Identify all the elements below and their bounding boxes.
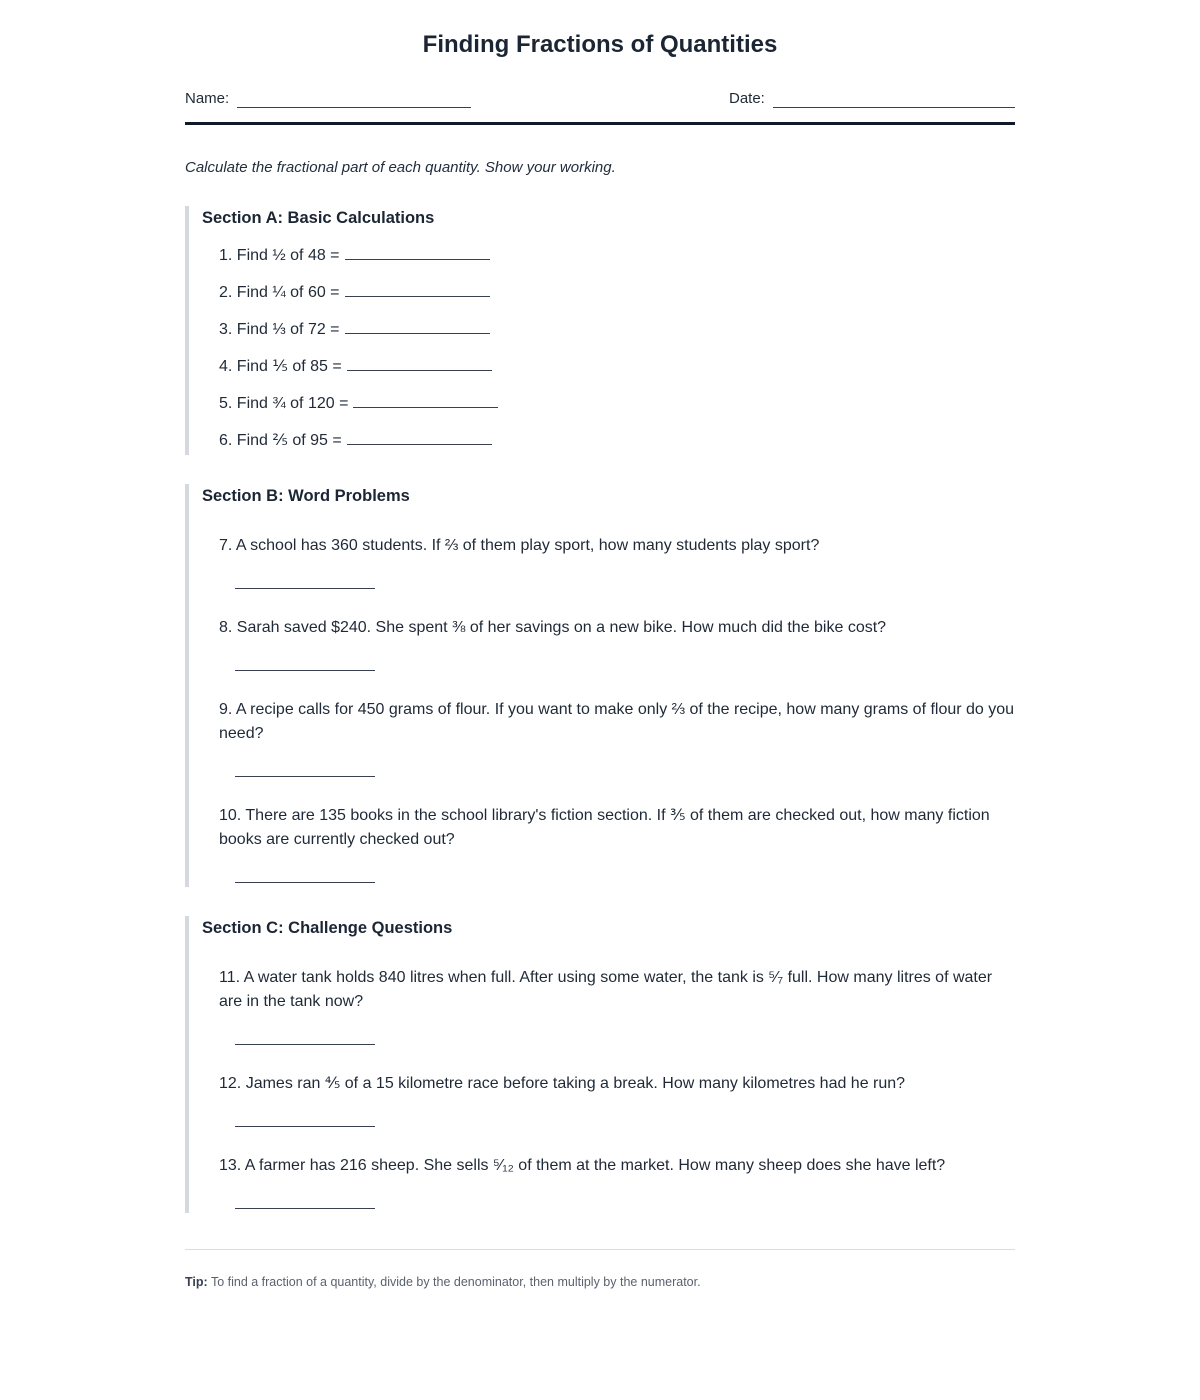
question-item	[219, 430, 1015, 451]
answer-blank	[235, 776, 375, 777]
question-item	[219, 393, 1015, 414]
section-a	[185, 206, 1015, 455]
footer-divider	[185, 1249, 1015, 1250]
question-text: 5. Find ¾ of 120 =	[219, 395, 349, 412]
tip-body: To find a fraction of a quantity, divide by the denominator, then multiply by the numerator.	[210, 1275, 701, 1289]
answer-blank	[235, 670, 375, 671]
date-field-group	[729, 90, 1015, 108]
answer-blank	[235, 882, 375, 883]
question-item: 9. A recipe calls for 450 grams of flour. If you want to make only ⅔ of the recipe, how many grams of flour do you need?	[219, 701, 1015, 742]
section-c	[185, 916, 1015, 1213]
answer-blank	[345, 245, 490, 260]
answer-blank	[235, 588, 375, 589]
question-item	[219, 245, 1015, 266]
answer-blank	[347, 356, 492, 371]
instructions-text: Calculate the fractional part of each quantity. Show your working.	[185, 159, 616, 176]
question-item: 13. A farmer has 216 sheep. She sells ⁵⁄₁₂ of them at the market. How many sheep does she have left?	[219, 1157, 946, 1174]
name-label: Name:	[185, 90, 230, 107]
answer-blank	[235, 1126, 375, 1127]
sections-container	[185, 206, 1015, 1213]
name-field-group	[185, 90, 471, 108]
worksheet-page	[185, 0, 1015, 1290]
answer-blank	[353, 393, 498, 408]
question-item	[219, 356, 1015, 377]
section-heading: Section C: Challenge Questions	[202, 919, 453, 937]
question-text: 2. Find ¼ of 60 =	[219, 284, 340, 301]
question-item: 11. A water tank holds 840 litres when full. After using some water, the tank is ⁵⁄₇ full. How many litres of water are in the tank now?	[219, 969, 993, 1010]
tip-label: Tip:	[185, 1275, 208, 1289]
question-text: 4. Find ⅕ of 85 =	[219, 358, 342, 375]
tip-text	[185, 1274, 1015, 1290]
answer-blank	[347, 430, 492, 445]
answer-blank	[235, 1044, 375, 1045]
question-text: 1. Find ½ of 48 =	[219, 247, 340, 264]
answer-blank	[345, 282, 490, 297]
question-item	[219, 319, 1015, 340]
date-blank-line	[773, 92, 1015, 108]
section-b	[185, 484, 1015, 887]
question-text: 3. Find ⅓ of 72 =	[219, 321, 340, 338]
answer-blank	[345, 319, 490, 334]
header-rule	[185, 122, 1015, 125]
section-heading: Section B: Word Problems	[202, 487, 410, 505]
section-heading: Section A: Basic Calculations	[202, 209, 435, 227]
question-item: 7. A school has 360 students. If ⅔ of them play sport, how many students play sport?	[219, 537, 820, 554]
question-text: 6. Find ⅖ of 95 =	[219, 432, 342, 449]
date-label: Date:	[729, 90, 765, 107]
name-date-row	[185, 90, 1015, 108]
question-item	[219, 282, 1015, 303]
question-item: 8. Sarah saved $240. She spent ⅜ of her savings on a new bike. How much did the bike cost?	[219, 619, 887, 636]
question-item: 12. James ran ⅘ of a 15 kilometre race before taking a break. How many kilometres had he run?	[219, 1075, 906, 1092]
question-item: 10. There are 135 books in the school library's fiction section. If ⅗ of them are checked out, how many fiction books are currently checked out?	[219, 807, 990, 848]
name-blank-line	[237, 92, 471, 108]
answer-blank	[235, 1208, 375, 1209]
page-title: Finding Fractions of Quantities	[422, 31, 778, 58]
